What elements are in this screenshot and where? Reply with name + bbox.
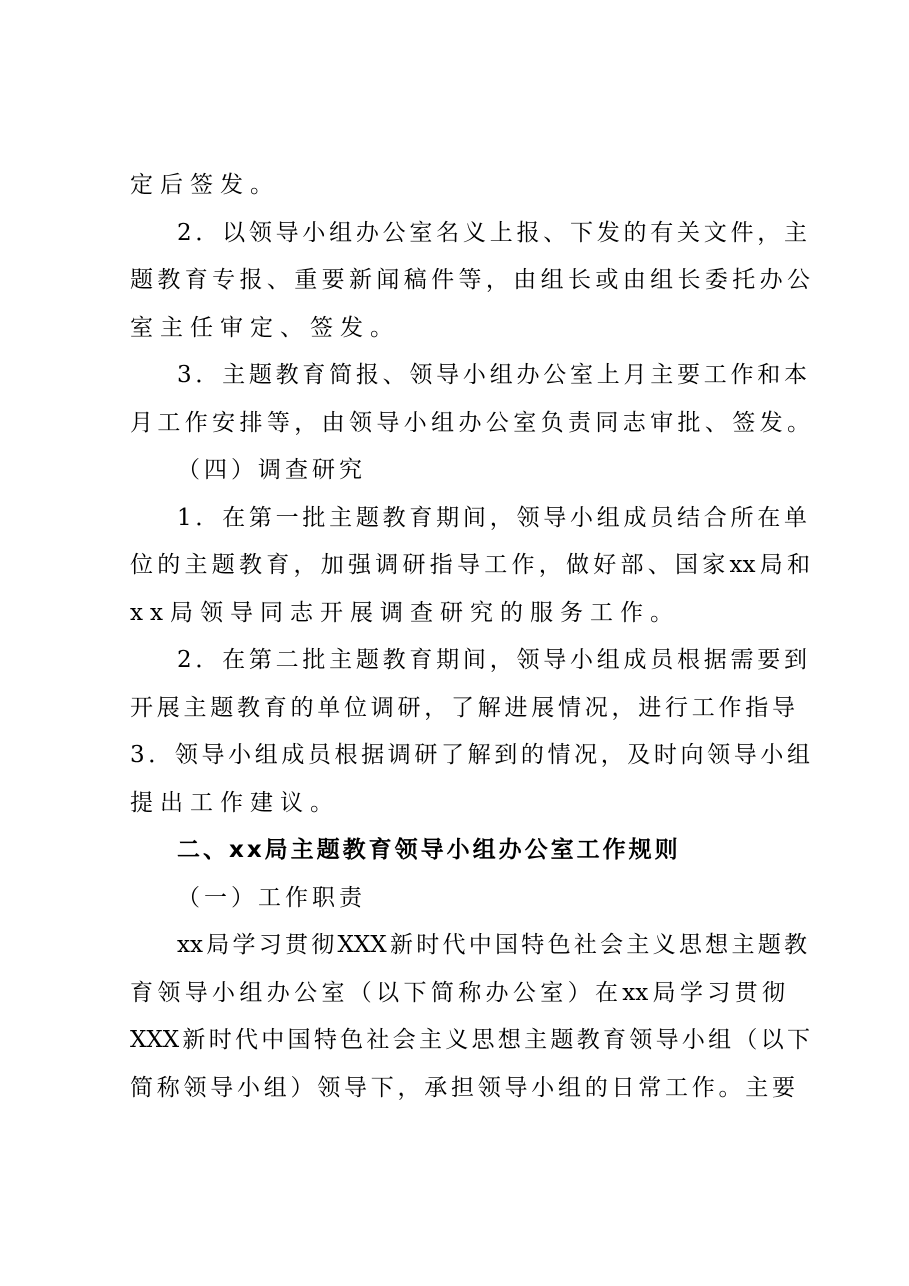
text-line: 2．在第二批主题教育期间，领导小组成员根据需要到 [177, 647, 807, 673]
text-line: 月工作安排等，由领导小组办公室负责同志审批、签发。 [130, 410, 810, 436]
text-line: 1．在第一批主题教育期间，领导小组成员结合所在单 [177, 505, 807, 531]
text-line: 室主任审定、签发。 [130, 315, 400, 341]
section-heading: 二、xx局主题教育领导小组办公室工作规则 [177, 837, 681, 863]
text-line: xx局领导同志开展调查研究的服务工作。 [130, 600, 680, 626]
text-line: 育领导小组办公室（以下简称办公室）在xx局学习贯彻 [130, 980, 785, 1006]
text-line: 定后签发。 [130, 172, 280, 198]
text-line: 3．主题教育简报、领导小组办公室上月主要工作和本 [177, 362, 807, 388]
text-line: 题教育专报、重要新闻稿件等，由组长或由组长委托办公 [130, 267, 810, 293]
section-subheading: （四）调查研究 [177, 457, 366, 483]
text-line: 3．领导小组成员根据调研了解到的情况，及时向领导小组 [130, 742, 810, 768]
text-line: 开展主题教育的单位调研，了解进展情况，进行工作指导 [130, 695, 795, 721]
text-line: 提出工作建议。 [130, 790, 340, 816]
text-line: 2．以领导小组办公室名义上报、下发的有关文件，主 [177, 220, 807, 246]
text-line: XXX新时代中国特色社会主义思想主题教育领导小组（以下 [130, 1027, 810, 1053]
text-line: 位的主题教育，加强调研指导工作，做好部、国家xx局和 [130, 552, 810, 578]
text-line: xx局学习贯彻XXX新时代中国特色社会主义思想主题教 [177, 932, 807, 958]
text-line: 简称领导小组）领导下，承担领导小组的日常工作。主要 [130, 1075, 795, 1101]
section-subheading: （一）工作职责 [177, 885, 366, 911]
